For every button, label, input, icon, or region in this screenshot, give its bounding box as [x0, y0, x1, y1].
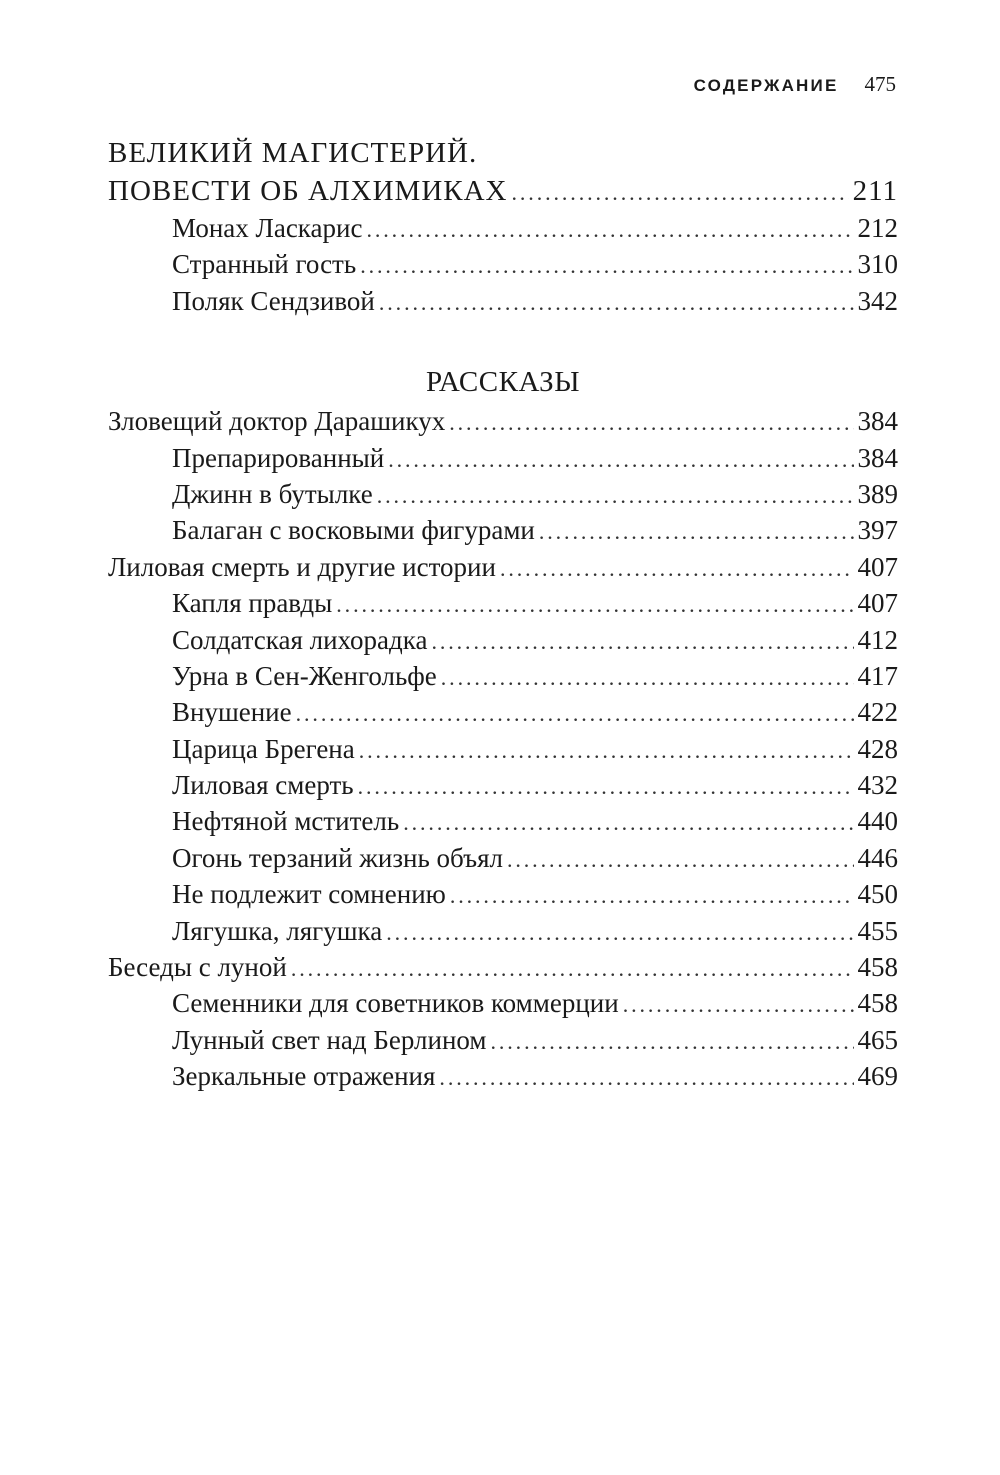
- toc-entry-page: 458: [857, 988, 898, 1019]
- toc-entry-page: 397: [857, 515, 898, 546]
- toc-entry-page: 407: [857, 551, 898, 582]
- toc-entry-page: 428: [857, 733, 898, 764]
- table-of-contents: [108, 134, 898, 1095]
- dot-leader: [500, 551, 854, 587]
- toc-entry[interactable]: [108, 840, 898, 876]
- toc-entry[interactable]: [108, 622, 898, 658]
- toc-entry-label: Не подлежит сомнению: [172, 879, 446, 910]
- dot-leader: [388, 442, 853, 478]
- toc-entry-page: 342: [857, 285, 898, 316]
- section-heading: РАССКАЗЫ: [426, 366, 580, 399]
- toc-entry[interactable]: [108, 658, 898, 694]
- toc-entry-label: Зеркальные отражения: [172, 1061, 436, 1092]
- toc-entry-label: Странный гость: [172, 249, 357, 280]
- toc-entry[interactable]: [108, 585, 898, 621]
- dot-leader: [366, 212, 853, 248]
- toc-entry[interactable]: [108, 985, 898, 1021]
- toc-entry[interactable]: [108, 731, 898, 767]
- toc-entry[interactable]: [108, 876, 898, 912]
- dot-leader: [379, 285, 854, 321]
- running-head-title: СОДЕРЖАНИЕ: [693, 76, 839, 95]
- toc-entry-label: Джинн в бутылке: [172, 478, 373, 509]
- dot-leader: [386, 915, 853, 951]
- dot-leader: [360, 248, 853, 284]
- toc-entry[interactable]: [108, 1058, 898, 1094]
- toc-entry-page: 465: [857, 1024, 898, 1055]
- dot-leader: [403, 805, 853, 841]
- toc-entry-page: 450: [857, 879, 898, 910]
- toc-entry-page: 384: [857, 442, 898, 473]
- toc-entry[interactable]: [108, 913, 898, 949]
- toc-entry-label: Зловещий доктор Дарашикух: [108, 406, 446, 437]
- dot-leader: [450, 878, 854, 914]
- toc-entry-group[interactable]: [108, 949, 898, 985]
- dot-leader: [358, 769, 854, 805]
- toc-entry-page: 432: [857, 770, 898, 801]
- toc-entry-page: 440: [857, 806, 898, 837]
- running-head: [694, 72, 896, 97]
- toc-entry-page: 455: [857, 915, 898, 946]
- toc-entry[interactable]: [108, 767, 898, 803]
- toc-entry-page: 384: [857, 406, 898, 437]
- toc-entry[interactable]: [108, 694, 898, 730]
- dot-leader: [336, 587, 853, 623]
- dot-leader: [623, 987, 854, 1023]
- dot-leader: [431, 624, 853, 660]
- dot-leader: [359, 733, 854, 769]
- toc-entry-page: 412: [857, 624, 898, 655]
- toc-entry[interactable]: [108, 1022, 898, 1058]
- toc-entry-page: 212: [857, 213, 898, 243]
- toc-entry[interactable]: [108, 803, 898, 839]
- dot-leader: [507, 842, 854, 878]
- toc-entry-label: Внушение: [172, 697, 292, 728]
- toc-entry-page: 469: [857, 1061, 898, 1092]
- toc-entry-label: Огонь терзаний жизнь объял: [172, 842, 503, 873]
- toc-entry-page: 310: [857, 249, 898, 280]
- toc-entry-page: 446: [857, 842, 898, 873]
- toc-entry-label: Капля правды: [172, 588, 333, 619]
- dot-leader: [296, 696, 854, 732]
- toc-entry-part-1[interactable]: [108, 172, 898, 210]
- toc-entry-label: Царица Брегена: [172, 733, 355, 764]
- toc-entry-label: Лиловая смерть и другие истории: [108, 551, 496, 582]
- dot-leader: [539, 514, 854, 550]
- toc-entry-label: Лягушка, лягушка: [172, 915, 383, 946]
- toc-entry-label: Солдатская лихорадка: [172, 624, 428, 655]
- toc-entry-label: Лунный свет над Берлином: [172, 1024, 487, 1055]
- toc-entry[interactable]: [108, 210, 898, 246]
- dot-leader: [439, 1060, 853, 1096]
- toc-entry-label: Монах Ласкарис: [172, 213, 363, 243]
- toc-entry-page: 417: [857, 660, 898, 691]
- toc-entry[interactable]: [108, 246, 898, 282]
- dot-leader: [490, 1024, 853, 1060]
- part-title-line-1: ВЕЛИКИЙ МАГИСТЕРИЙ.: [108, 137, 478, 169]
- toc-entry[interactable]: [108, 440, 898, 476]
- toc-entry-label: Препарированный: [172, 442, 385, 473]
- dot-leader: [512, 174, 849, 212]
- dot-leader: [449, 405, 853, 441]
- toc-entry-group[interactable]: [108, 403, 898, 439]
- toc-entry[interactable]: [108, 283, 898, 319]
- toc-entry-label: Семенники для советников коммерции: [172, 988, 619, 1019]
- dot-leader: [291, 951, 854, 987]
- toc-entry[interactable]: [108, 512, 898, 548]
- toc-entry-label: Лиловая смерть: [172, 770, 354, 801]
- toc-entry-page: 458: [857, 952, 898, 983]
- toc-entry-label: Поляк Сендзивой: [172, 285, 375, 316]
- toc-entry-label: ПОВЕСТИ ОБ АЛХИМИКАХ: [108, 175, 508, 207]
- toc-entry-label: Нефтяной мститель: [172, 806, 400, 837]
- toc-entry-label: Балаган с восковыми фигурами: [172, 515, 535, 546]
- toc-entry-page: 389: [857, 478, 898, 509]
- toc-entry-page: 422: [857, 697, 898, 728]
- toc-entry-page: 211: [852, 175, 898, 207]
- toc-entry-page: 407: [857, 588, 898, 619]
- dot-leader: [377, 478, 854, 514]
- toc-entry[interactable]: [108, 476, 898, 512]
- toc-entry-group[interactable]: [108, 549, 898, 585]
- page-number: 475: [864, 72, 896, 96]
- dot-leader: [441, 660, 854, 696]
- toc-entry-label: Урна в Сен-Женгольфе: [172, 660, 437, 691]
- toc-entry-label: Беседы с луной: [108, 952, 287, 983]
